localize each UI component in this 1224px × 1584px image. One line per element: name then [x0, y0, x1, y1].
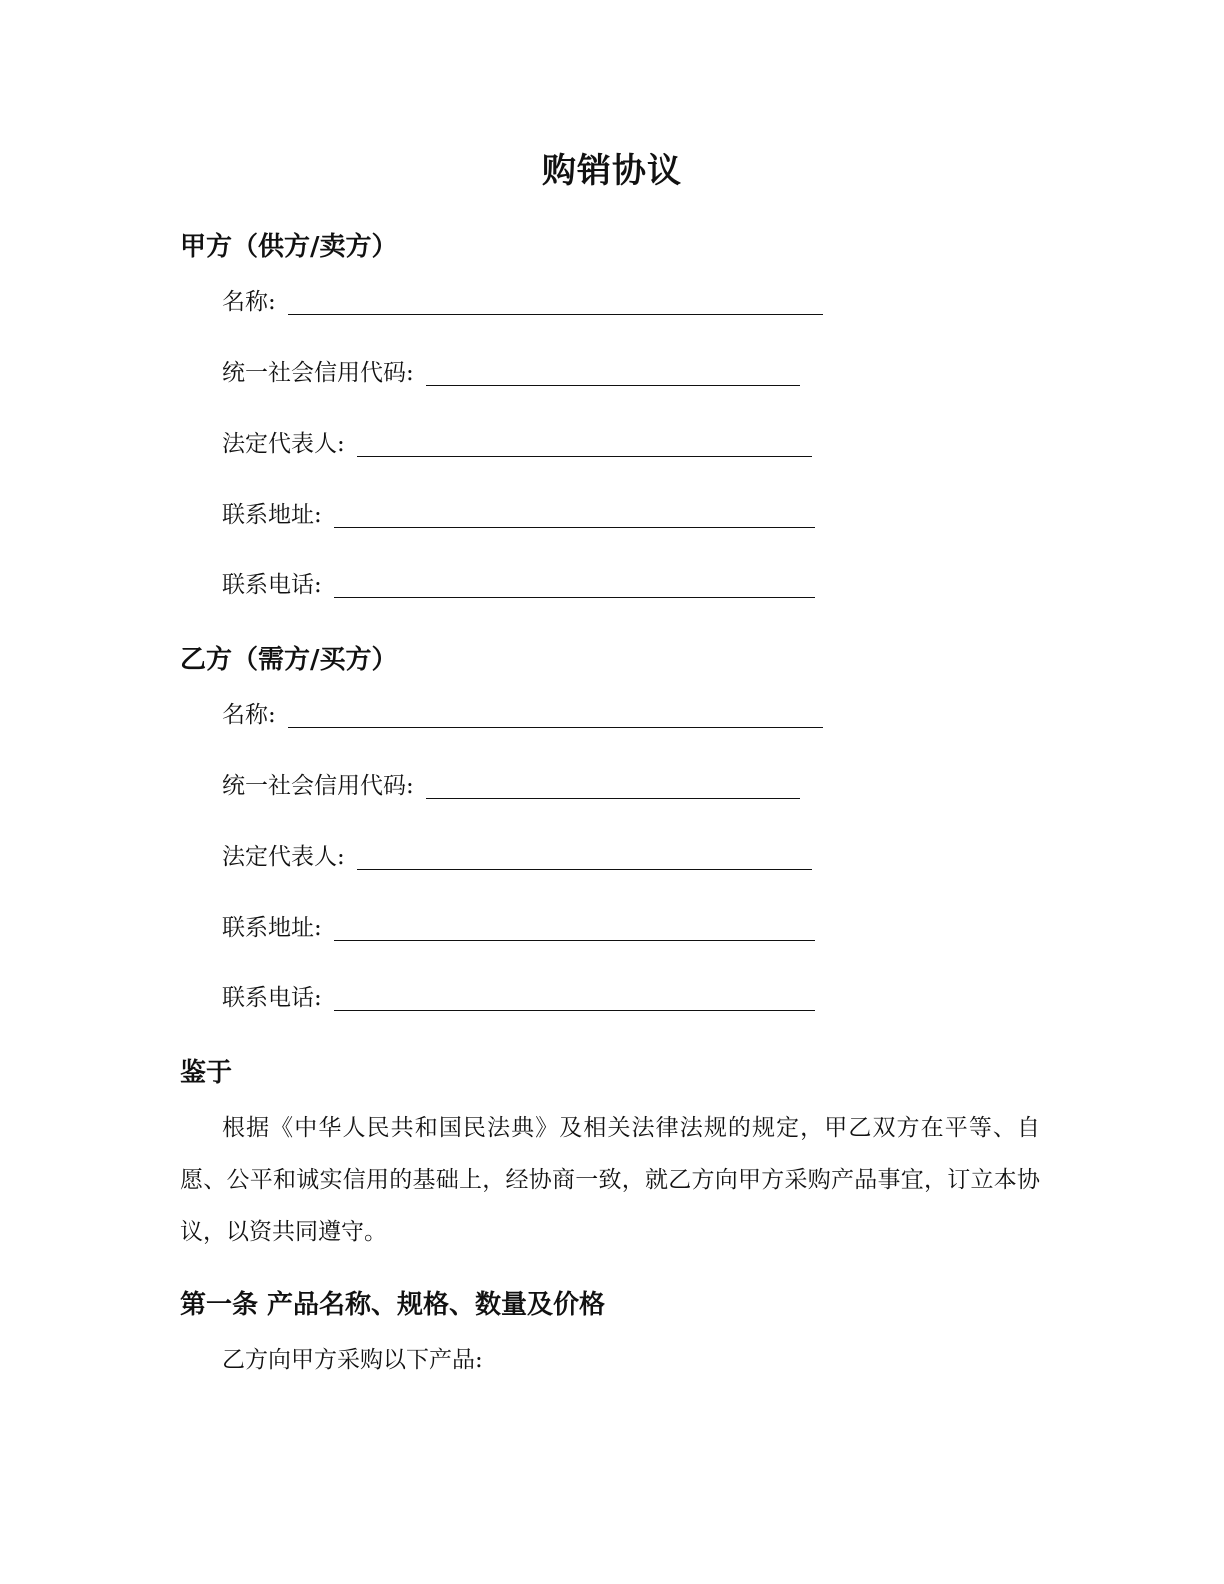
- party-a-phone-field: [222, 568, 815, 602]
- fill-in-blank[interactable]: [334, 1010, 815, 1011]
- fill-in-blank[interactable]: [334, 940, 815, 941]
- whereas-heading: 鉴于: [180, 1058, 233, 1088]
- fill-in-blank[interactable]: [334, 597, 815, 598]
- party-a-credit-code-field: [222, 356, 800, 390]
- field-label: 名称:: [222, 289, 276, 315]
- party-b-legal-rep-field: [222, 840, 812, 874]
- article-1-text: 乙方向甲方采购以下产品:: [222, 1347, 483, 1373]
- field-label: 统一社会信用代码:: [222, 773, 414, 799]
- fill-in-blank[interactable]: [334, 527, 815, 528]
- party-b-name-field: [222, 698, 823, 732]
- field-label: 法定代表人:: [222, 844, 345, 870]
- party-b-credit-code-field: [222, 769, 800, 803]
- field-label: 名称:: [222, 702, 276, 728]
- fill-in-blank[interactable]: [426, 798, 800, 799]
- party-a-name-field: [222, 285, 823, 319]
- field-label: 联系地址:: [222, 502, 322, 528]
- party-b-address-field: [222, 911, 815, 945]
- fill-in-blank[interactable]: [288, 314, 823, 315]
- fill-in-blank[interactable]: [357, 869, 812, 870]
- field-label: 统一社会信用代码:: [222, 360, 414, 386]
- party-a-address-field: [222, 498, 815, 532]
- field-label: 联系地址:: [222, 915, 322, 941]
- field-label: 联系电话:: [222, 572, 322, 598]
- field-label: 法定代表人:: [222, 431, 345, 457]
- field-label: 联系电话:: [222, 985, 322, 1011]
- whereas-paragraph: 根据《中华人民共和国民法典》及相关法律法规的规定，甲乙双方在平等、自愿、公平和诚实信用的基础上，经协商一致，就乙方向甲方采购产品事宜，订立本协议，以资共同遵守。: [180, 1115, 1040, 1245]
- party-a-legal-rep-field: [222, 427, 812, 461]
- document-title: 购销协议: [542, 151, 682, 191]
- fill-in-blank[interactable]: [357, 456, 812, 457]
- fill-in-blank[interactable]: [426, 385, 800, 386]
- party-a-heading: 甲方（供方/卖方）: [180, 232, 398, 262]
- article-1-heading: 第一条 产品名称、规格、数量及价格: [180, 1290, 606, 1320]
- party-b-heading: 乙方（需方/买方）: [180, 645, 398, 675]
- fill-in-blank[interactable]: [288, 727, 823, 728]
- party-b-phone-field: [222, 981, 815, 1015]
